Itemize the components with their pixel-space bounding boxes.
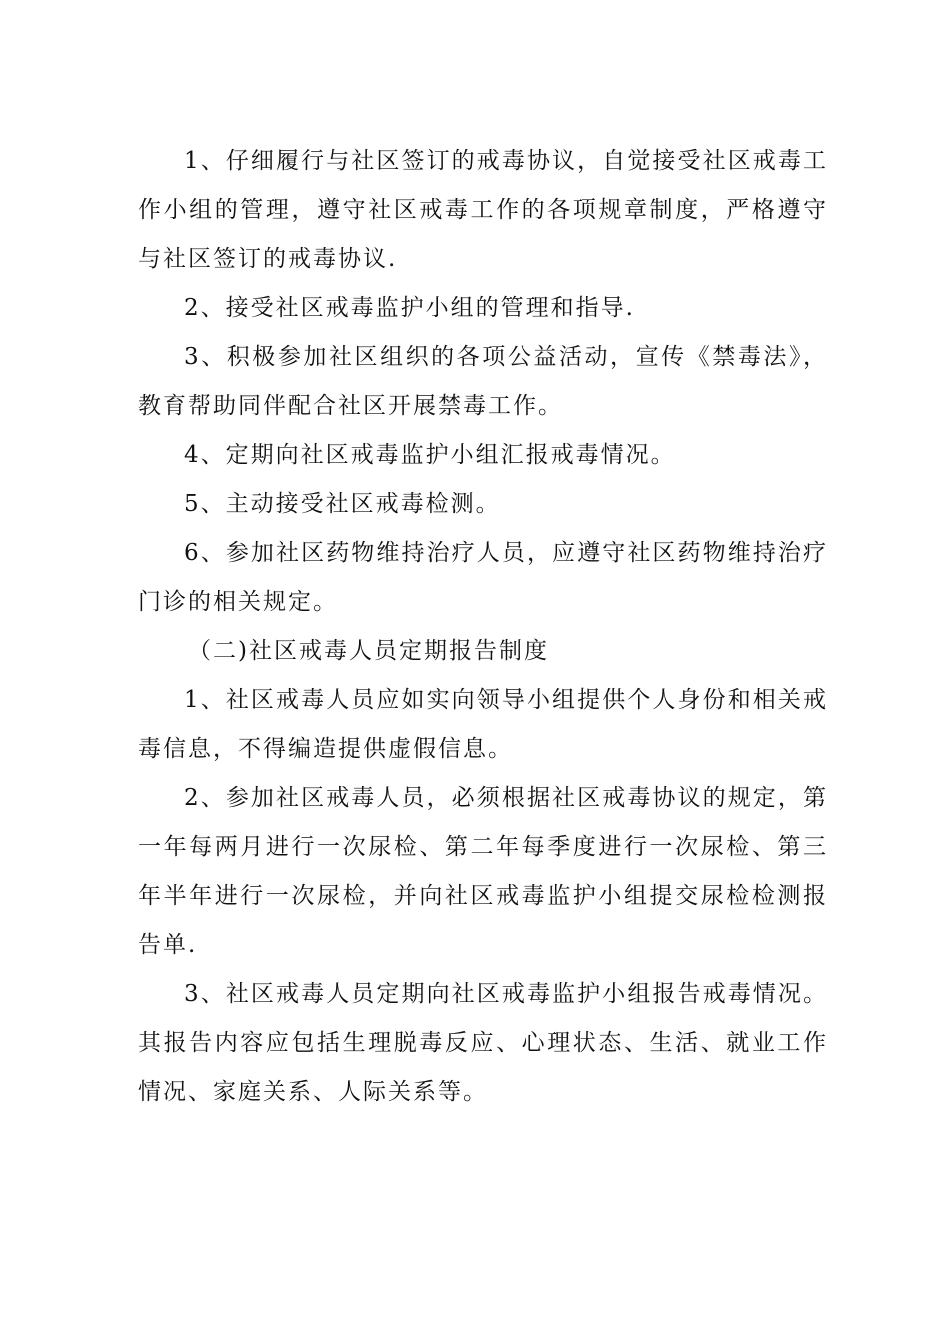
paragraph-duty-3: 3、积极参加社区组织的各项公益活动，宣传《禁毒法》，教育帮助同伴配合社区开展禁毒工作。 [138,344,828,419]
paragraph-duty-1: 1、仔细履行与社区签订的戒毒协议，自觉接受社区戒毒工作小组的管理，遵守社区戒毒工作的各项规章制度，严格遵守与社区签订的戒毒协议. [138,148,828,272]
paragraph-report-2: 2、参加社区戒毒人员，必须根据社区戒毒协议的规定，第一年每两月进行一次尿检、第二年每季度进行一次尿检、第三年半年进行一次尿检，并向社区戒毒监护小组提交尿检检测报告单. [138,785,828,958]
document-body [138,137,828,1117]
section-heading-report-system: （二)社区戒毒人员定期报告制度 [188,638,549,664]
paragraph-duty-5: 5、主动接受社区戒毒检测。 [184,491,501,517]
paragraph-report-3: 3、社区戒毒人员定期向社区戒毒监护小组报告戒毒情况。其报告内容应包括生理脱毒反应、心理状态、生活、就业工作情况、家庭关系、人际关系等。 [138,981,828,1105]
paragraph-duty-6: 6、参加社区药物维持治疗人员，应遵守社区药物维持治疗门诊的相关规定。 [138,540,828,615]
paragraph-duty-4: 4、定期向社区戒毒监护小组汇报戒毒情况。 [184,442,676,468]
paragraph-report-1: 1、社区戒毒人员应如实向领导小组提供个人身份和相关戒毒信息，不得编造提供虚假信息。 [138,687,828,762]
paragraph-duty-2: 2、接受社区戒毒监护小组的管理和指导. [184,295,635,321]
